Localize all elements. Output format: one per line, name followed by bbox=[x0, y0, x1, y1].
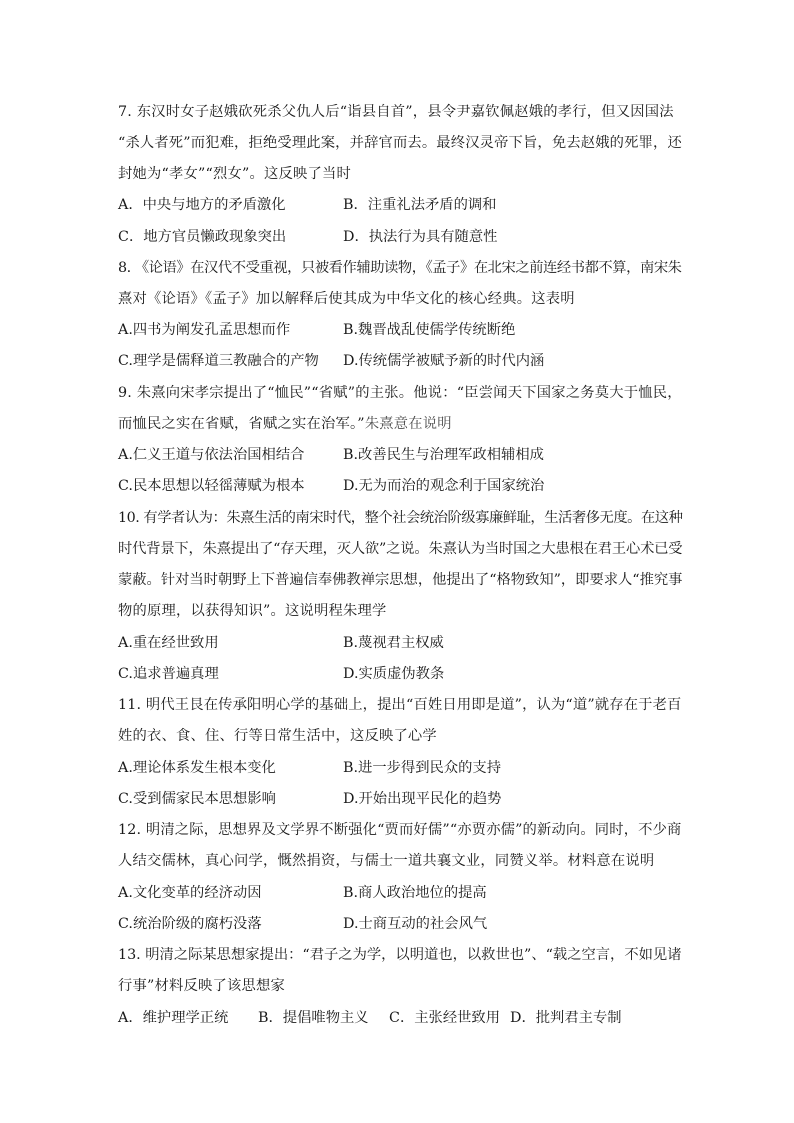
q11-option-a: A.理论体系发生根本变化 bbox=[118, 760, 276, 776]
q11-option-c: C.受到儒家民本思想影响 bbox=[118, 791, 276, 807]
q11-stem-line-2: 姓的衣、食、住、行等日常生活中，这反映了心学 bbox=[118, 728, 437, 744]
q8-stem-line-2: 熹对《论语》《孟子》加以解释后使其成为中华文化的核心经典。这表明 bbox=[118, 291, 575, 307]
q13-stem-line-2: 行事”材料反映了该思想家 bbox=[118, 978, 285, 994]
q8-stem-line-1: 8. 《论语》在汉代不受重视，只被看作辅助读物，《孟子》在北宋之前连经书都不算，南宋朱 bbox=[118, 260, 682, 276]
q12-option-c: C.统治阶级的腐朽没落 bbox=[118, 916, 262, 932]
q7-option-a: A．中央与地方的矛盾激化 bbox=[118, 197, 286, 213]
q13-option-c: C．主张经世致用 bbox=[389, 1010, 501, 1026]
q11-stem-line-1: 11. 明代王艮在传承阳明心学的基础上，提出“百姓日用即是道”，认为“道”就存在于老百 bbox=[118, 697, 682, 713]
q8-option-a: A.四书为阐发孔孟思想而作 bbox=[118, 322, 291, 338]
q10-stem-line-2: 时代背景下，朱熹提出了“存天理，灭人欲”之说。朱熹认为当时国之大患根在君王心术已受 bbox=[118, 541, 683, 557]
q12-option-b: B.商人政治地位的提高 bbox=[343, 885, 487, 901]
q9-option-c: C.民本思想以轻徭薄赋为根本 bbox=[118, 478, 305, 494]
q12-stem-line-1: 12. 明清之际，思想界及文学界不断强化“贾而好儒”“亦贾亦儒”的新动向。同时，不少商 bbox=[118, 822, 682, 838]
q9-option-b: B.改善民生与治理军政相辅相成 bbox=[343, 447, 544, 463]
q7-stem-line-3: 封她为“孝女”“烈女”。这反映了当时 bbox=[118, 166, 351, 182]
q9-stem-tail: 朱熹意在说明 bbox=[364, 416, 452, 432]
q11-option-b: B.进一步得到民众的支持 bbox=[343, 760, 502, 776]
q10-option-d: D.实质虚伪教条 bbox=[343, 666, 445, 682]
q13-stem-line-1: 13. 明清之际某思想家提出：“君子之为学，以明道也，以救世也”、“载之空言，不如见诸 bbox=[118, 947, 682, 963]
q9-option-d: D.无为而治的观念利于国家统治 bbox=[343, 478, 545, 494]
q10-option-a: A.重在经世致用 bbox=[118, 635, 219, 651]
q9-stem-line-1: 9. 朱熹向宋孝宗提出了“恤民”“省赋”的主张。他说：“臣尝闻天下国家之务莫大于恤民， bbox=[118, 385, 682, 401]
q10-stem-line-4: 物的原理，以获得知识”。这说明程朱理学 bbox=[118, 603, 387, 619]
q8-option-d: D.传统儒学被赋予新的时代内涵 bbox=[343, 353, 545, 369]
q12-option-d: D.士商互动的社会风气 bbox=[343, 916, 488, 932]
q7-option-c: C．地方官员懒政现象突出 bbox=[118, 229, 287, 245]
q10-option-c: C.追求普遍真理 bbox=[118, 666, 219, 682]
q10-stem-line-3: 蒙蔽。针对当时朝野上下普遍信奉佛教禅宗思想，他提出了“格物致知”，即要求人“推究事 bbox=[118, 572, 683, 588]
q9-stem-quote: 而恤民之实在省赋，省赋之实在治军。” bbox=[118, 416, 365, 432]
q7-stem-line-2: “杀人者死”而犯难，拒绝受理此案，并辞官而去。最终汉灵帝下旨，免去赵娥的死罪，还 bbox=[118, 135, 682, 151]
q10-stem-line-1: 10. 有学者认为：朱熹生活的南宋时代，整个社会统治阶级寡廉鲜耻，生活奢侈无度。在这种 bbox=[118, 510, 683, 526]
q7-option-d: D．执法行为具有随意性 bbox=[343, 229, 498, 245]
q12-stem-line-2: 人结交儒林，真心问学，慨然捐资，与儒士一道共襄文业，同赞义举。材料意在说明 bbox=[118, 853, 655, 869]
q9-stem-line-2 bbox=[118, 415, 452, 433]
q13-option-a: A．维护理学正统 bbox=[118, 1010, 229, 1026]
q9-option-a: A.仁义王道与依法治国相结合 bbox=[118, 447, 305, 463]
q12-option-a: A.文化变革的经济动因 bbox=[118, 885, 262, 901]
q10-option-b: B.蔑视君主权威 bbox=[343, 635, 444, 651]
q13-option-d: D．批判君主专制 bbox=[510, 1010, 622, 1026]
q8-option-b: B.魏晋战乱使儒学传统断绝 bbox=[343, 322, 516, 338]
q11-option-d: D.开始出现平民化的趋势 bbox=[343, 791, 502, 807]
q8-option-c: C.理学是儒释道三教融合的产物 bbox=[118, 353, 319, 369]
q7-option-b: B．注重礼法矛盾的调和 bbox=[343, 197, 497, 213]
q7-stem-line-1: 7. 东汉时女子赵娥砍死杀父仇人后“诣县自首”，县令尹嘉钦佩赵娥的孝行，但又因国法 bbox=[118, 104, 674, 120]
q13-option-b: B．提倡唯物主义 bbox=[258, 1010, 369, 1026]
